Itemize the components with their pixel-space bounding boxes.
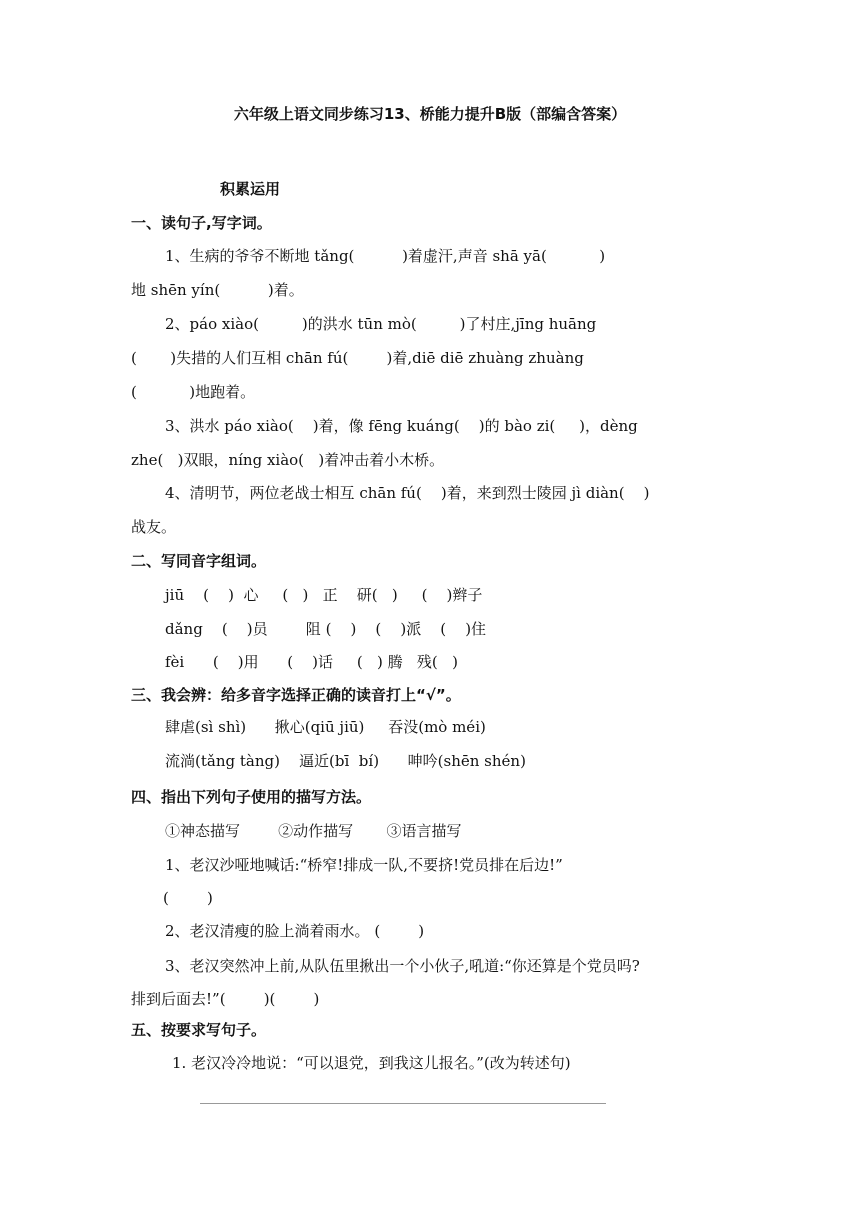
q4-line: 排到后面去!”( )( ) xyxy=(131,990,320,1008)
q1-heading: 一、读句子,写字词。 xyxy=(131,214,272,232)
q3-line: 肆虐(sì shì) 揪心(qiū jiū) 吞没(mò méi) xyxy=(165,718,486,736)
q1-line: 2、páo xiào( )的洪水 tūn mò( )了村庄,jīng huāng xyxy=(165,315,597,333)
q1-line: 1、生病的爷爷不断地 tǎng( )着虚汗,声音 shā yā( ) xyxy=(165,247,606,265)
q2-heading: 二、写同音字组词。 xyxy=(131,552,267,570)
q4-line: ( ) xyxy=(163,889,213,907)
q1-line: 4、清明节，两位老战士相互 chān fú( )着，来到烈士陵园 jì diàn( ) xyxy=(165,484,650,502)
q2-line: jiū ( ) 心 ( ) 正 研( ) ( )辫子 xyxy=(165,586,483,604)
answer-line[interactable] xyxy=(200,1103,606,1104)
q4-line: 3、老汉突然冲上前,从队伍里揪出一个小伙子,吼道:“你还算是个党员吗? xyxy=(165,957,640,975)
q2-line: dǎng ( )员 阻 ( ) ( )派 ( )住 xyxy=(165,620,487,638)
q1-line: 3、洪水 páo xiào( )着，像 fēng kuáng( )的 bào zi( )，dèng xyxy=(165,417,638,435)
q4-line: 1、老汉沙哑地喊话:“桥窄!排成一队,不要挤!党员排在后边!” xyxy=(165,856,563,874)
q3-line: 流淌(tǎng tàng) 逼近(bī bí) 呻吟(shēn shén) xyxy=(165,752,526,770)
page-title: 六年级上语文同步练习13、桥能力提升B版（部编含答案） xyxy=(233,105,627,123)
q1-line: ( )失措的人们互相 chān fú( )着,diē diē zhuàng zhuàng xyxy=(131,349,584,367)
q1-line: ( )地跑着。 xyxy=(131,383,256,401)
q5-line: 1. 老汉冷冷地说：“可以退党，到我这儿报名。”(改为转述句) xyxy=(172,1054,571,1072)
q5-heading: 五、按要求写句子。 xyxy=(131,1021,267,1039)
q2-line: fèi ( )用 ( )话 ( ) 腾 残( ) xyxy=(165,653,458,671)
q1-line: 地 shēn yín( )着。 xyxy=(131,281,304,299)
q3-heading: 三、我会辨：给多音字选择正确的读音打上“√”。 xyxy=(131,686,461,704)
q4-heading: 四、指出下列句子使用的描写方法。 xyxy=(131,788,372,806)
q4-line: 2、老汉清瘦的脸上淌着雨水。 ( ) xyxy=(165,922,425,940)
q1-line: zhe( )双眼，níng xiào( )着冲击着小木桥。 xyxy=(131,451,445,469)
q1-line: 战友。 xyxy=(131,518,177,536)
q4-line: ①神态描写 ②动作描写 ③语言描写 xyxy=(165,822,462,840)
section-label: 积累运用 xyxy=(220,180,281,198)
